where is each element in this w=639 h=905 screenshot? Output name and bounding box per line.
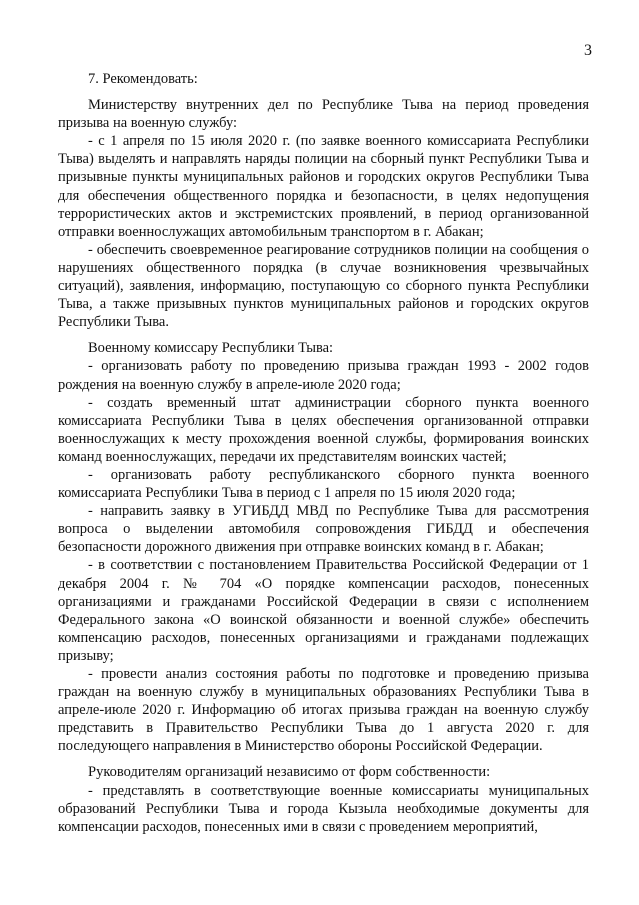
paragraph-commissar-item-2: - создать временный штат администрации сборного пункта военного комиссариата Республики Тыва в целях обеспечения организованной отправки военнослужащих к месту прохождения военной службы, формирования воинских команд военнослужащих, передачи их представителям воинских частей; [58, 394, 589, 465]
section-heading: 7. Рекомендовать: [88, 71, 198, 87]
paragraph-mvd-item-2: - обеспечить своевременное реагирование сотрудников полиции на сообщения о нарушениях общественного порядка (в случае возникновения чрезвычайных ситуаций), заявления, информацию, поступающую со сборного пункта Республики Тыва, а также призывных пунктов муниципальных районов и городских округов Республики Тыва. [58, 241, 589, 331]
paragraph-commissar-item-1: - организовать работу по проведению призыва граждан 1993 - 2002 годов рождения на военную службу в апреле-июле 2020 года; [58, 358, 589, 393]
paragraph-commissar-item-4: - направить заявку в УГИБДД МВД по Республике Тыва для рассмотрения вопроса о выделении автомобиля сопровождения ГИБДД и обеспечения безопасности дорожного движения при отправке воинских команд в г. Абакан; [58, 503, 589, 556]
paragraph-mvd-intro: Министерству внутренних дел по Республике Тыва на период проведения призыва на военную службу: [58, 97, 589, 132]
paragraph-commissar-item-3: - организовать работу республиканского сборного пункта военного комиссариата Республики Тыва в период с 1 апреля по 15 июля 2020 года; [58, 466, 589, 502]
paragraph-org-heads-intro: Руководителям организаций независимо от форм собственности: [88, 764, 491, 781]
paragraph-commissar-item-5: - в соответствии с постановлением Правительства Российской Федерации от 1 декабря 2004 г. № 704 «О порядке компенсации расходов, понесенных организациями и гражданами Российской Федерации в связи с исполнением Федерального закона «О воинской обязанности и военной службе» обеспечить компенсацию расходов, понесенных организациями и гражданами подлежащих призыву; [58, 557, 589, 664]
document-body [58, 70, 589, 836]
page-number: 3 [584, 42, 592, 59]
paragraph-org-heads-item-1: - представлять в соответствующие военные комиссариаты муниципальных образований Республики Тыва и города Кызыла необходимые документы для компенсации расходов, понесенных ими в связи с проведением мероприятий, [58, 782, 589, 835]
paragraph-commissar-item-6: - провести анализ состояния работы по подготовке и проведению призыва граждан на военную службу в муниципальных образованиях Республики Тыва в апреле-июле 2020 г. Информацию об итогах призыва граждан на военную службу представить в Правительство Республики Тыва до 1 августа 2020 г. для последующего направления в Министерство обороны Российской Федерации. [58, 666, 589, 755]
paragraph-commissar-intro: Военному комиссару Республики Тыва: [88, 340, 334, 357]
paragraph-mvd-item-1: - с 1 апреля по 15 июля 2020 г. (по заявке военного комиссариата Республики Тыва) выделять и направлять наряды полиции на сборный пункт Республики Тыва и призывные пункты муниципальных районов и городских округов Республики Тыва для обеспечения общественного порядка и безопасности, в целях недопущения террористических актов и экстремистских проявлений, в период организованной отправки военнослужащих автомобильным транспортом в г. Абакан; [58, 133, 589, 240]
